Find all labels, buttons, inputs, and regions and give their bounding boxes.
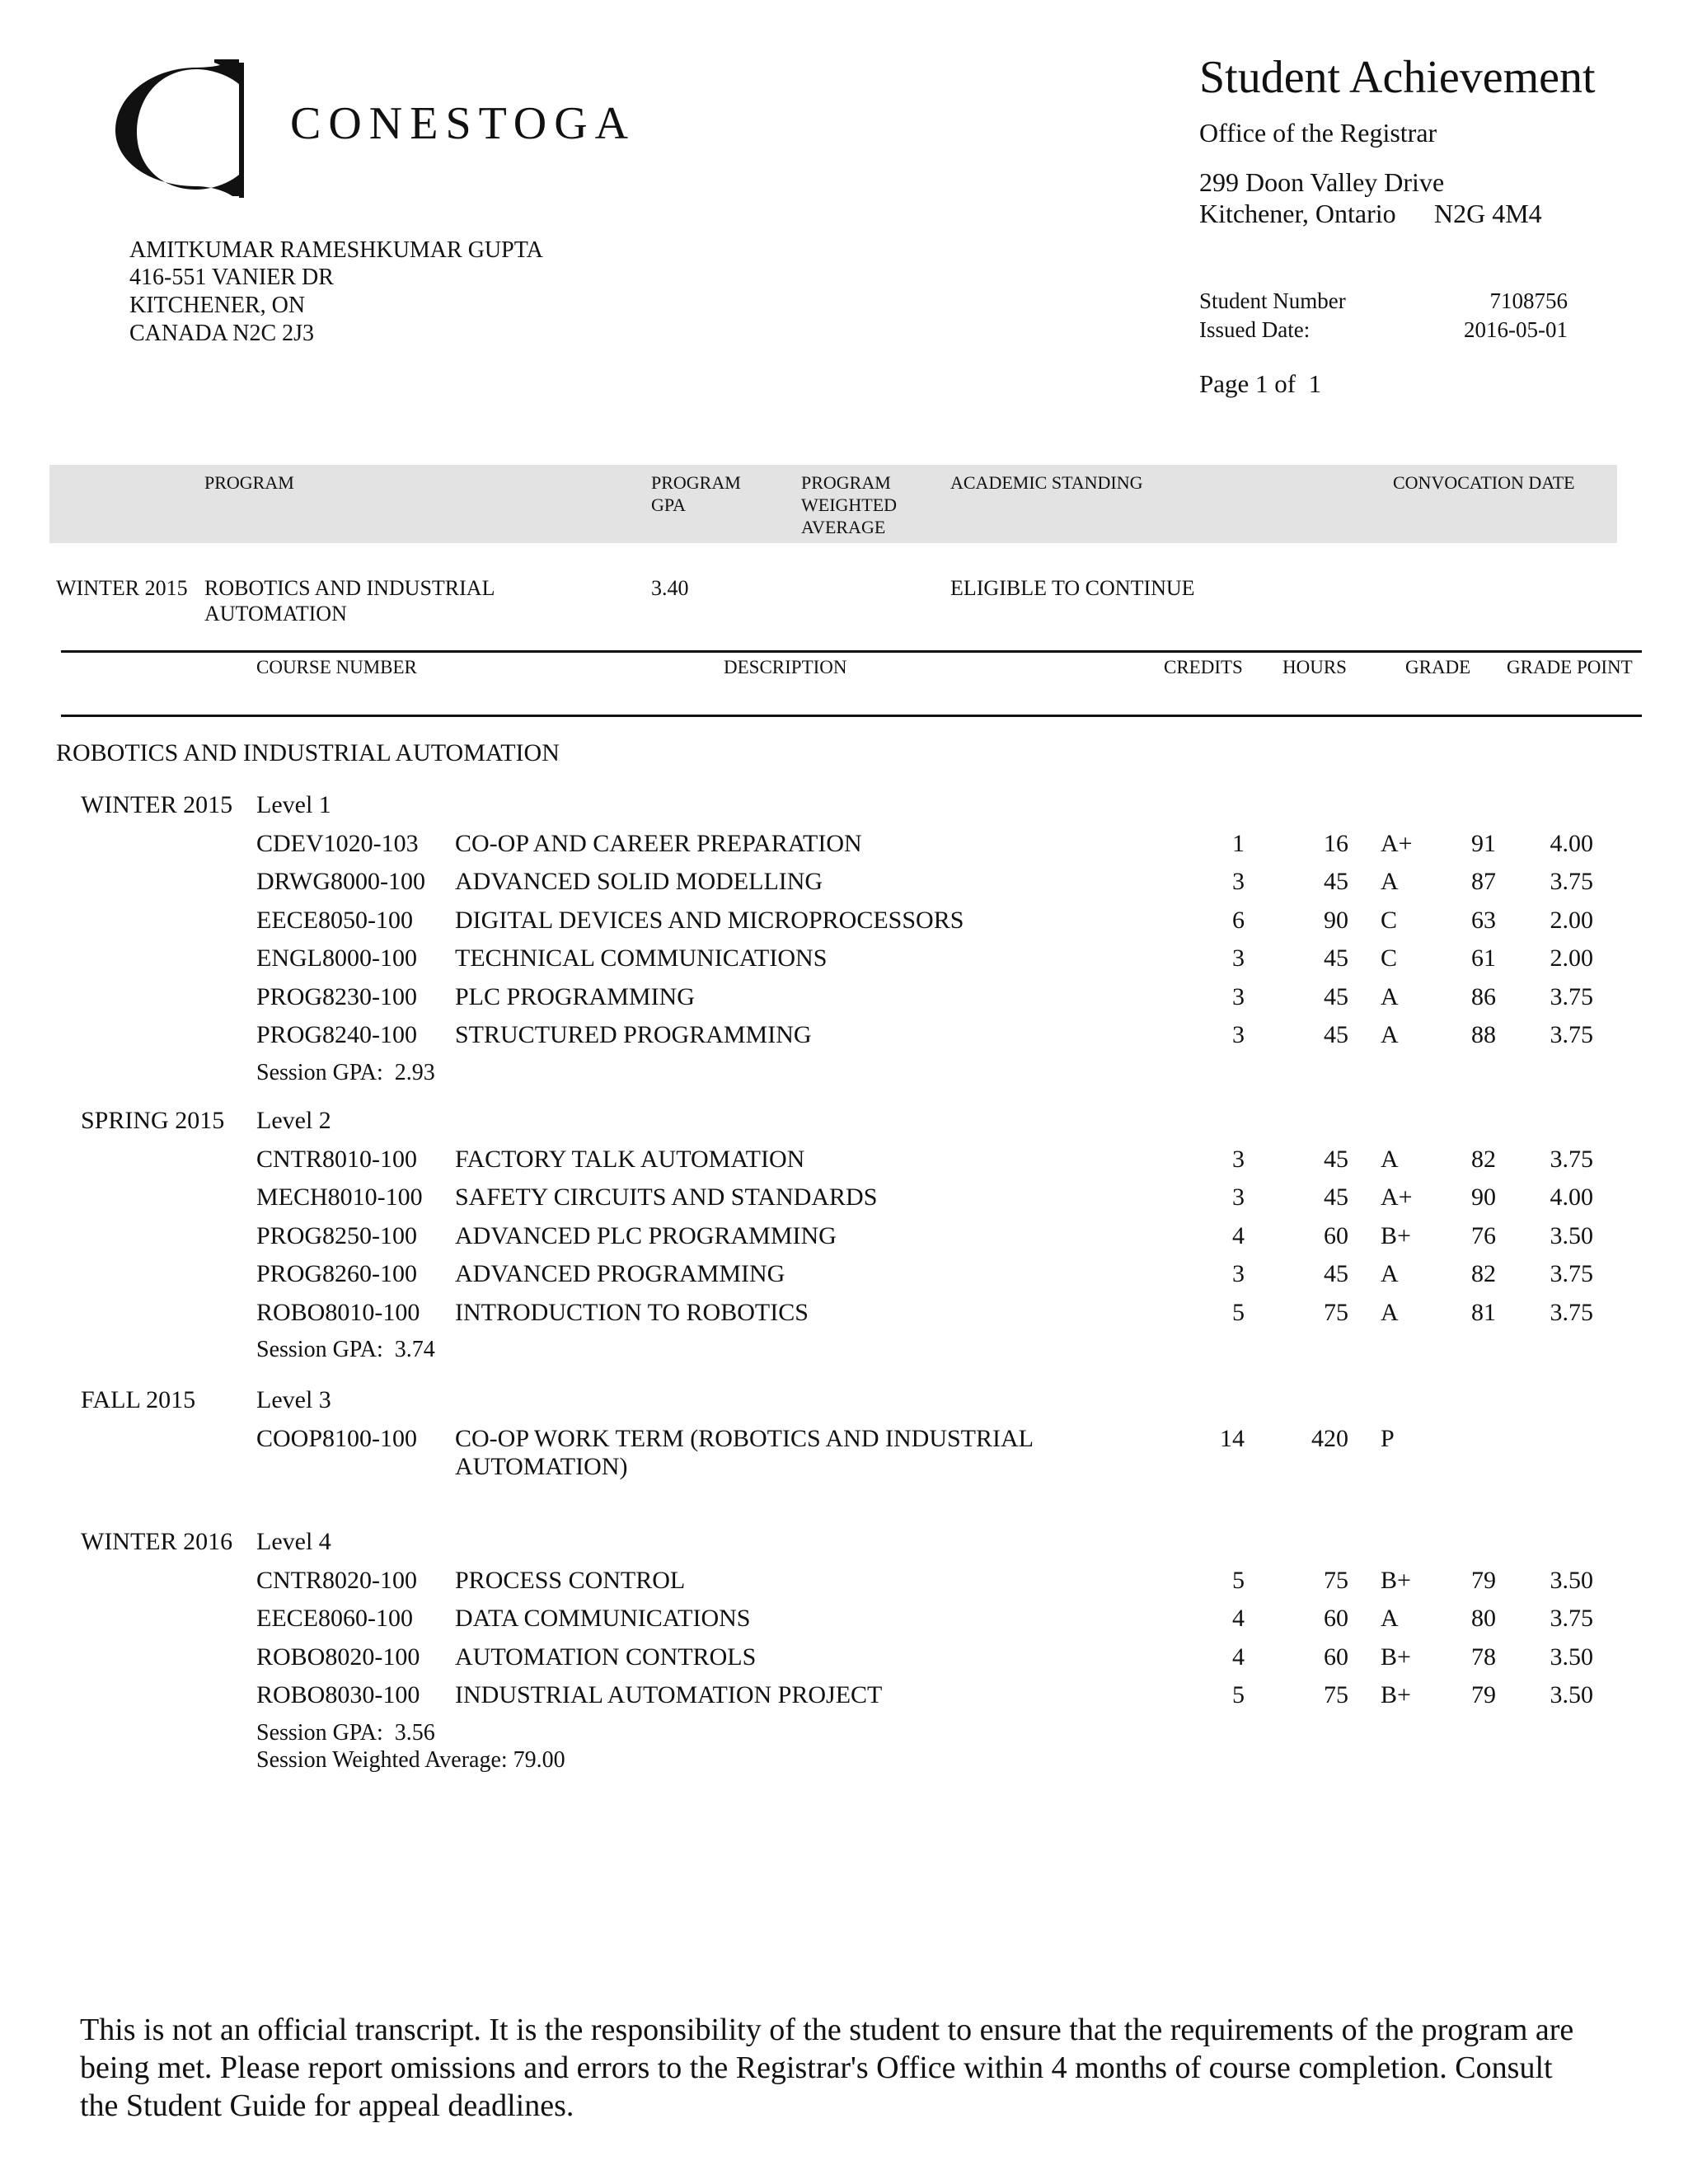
course-percent: 61	[1471, 944, 1496, 972]
course-grade: P	[1381, 1424, 1395, 1452]
office-name: Office of the Registrar	[1199, 118, 1437, 148]
course-code: PROG8260-100	[256, 1260, 418, 1287]
course-grade: B+	[1381, 1643, 1411, 1671]
student-address-line2: KITCHENER, ON	[129, 293, 306, 318]
session-gpa: Session GPA: 3.56	[256, 1719, 435, 1746]
course-description: ADVANCED PROGRAMMING	[455, 1260, 785, 1287]
course-grade-point: 3.75	[1550, 1298, 1593, 1326]
course-hours: 16	[1324, 829, 1348, 857]
program-row-gpa: 3.40	[651, 576, 689, 600]
course-hours: 420	[1311, 1424, 1348, 1452]
student-name: AMITKUMAR RAMESHKUMAR GUPTA	[129, 237, 543, 263]
course-code: ENGL8000-100	[256, 944, 417, 972]
course-grade-point: 4.00	[1550, 829, 1593, 857]
course-description: PLC PROGRAMMING	[455, 982, 695, 1010]
course-grade-point: 3.50	[1550, 1643, 1593, 1671]
course-grade-point: 3.75	[1550, 1260, 1593, 1287]
course-grade: B+	[1381, 1221, 1411, 1249]
student-address-line1: 416-551 VANIER DR	[129, 265, 334, 290]
course-hours: 45	[1324, 868, 1348, 895]
course-hours: 60	[1324, 1605, 1348, 1632]
course-description: ADVANCED PLC PROGRAMMING	[455, 1221, 837, 1249]
disclaimer-text: This is not an official transcript. It is the responsibility of the student to ensure that the requirements of the program are being met. Please report omissions and errors to the Registrar's Office within 4 months of course completion. Consult the Student Guide for appeal deadlines.	[80, 2013, 1574, 2123]
course-hours: 45	[1324, 1145, 1348, 1173]
session-gpa: Session GPA: 2.93	[256, 1059, 435, 1085]
course-description: STRUCTURED PROGRAMMING	[455, 1021, 812, 1048]
course-description: SAFETY CIRCUITS AND STANDARDS	[455, 1183, 878, 1211]
program-weighted-col-head: PROGRAM WEIGHTED AVERAGE	[801, 472, 898, 537]
course-grade: A	[1381, 982, 1399, 1010]
course-hours: 75	[1324, 1298, 1348, 1326]
course-code: CNTR8020-100	[256, 1566, 417, 1594]
course-number-col-head: COURSE NUMBER	[256, 657, 417, 677]
session-level: Level 2	[256, 1107, 331, 1134]
course-code: MECH8010-100	[256, 1183, 423, 1211]
course-code: COOP8100-100	[256, 1424, 418, 1452]
session-level: Level 1	[256, 791, 331, 818]
grade-col-head: GRADE	[1405, 657, 1471, 677]
course-description: ADVANCED SOLID MODELLING	[455, 868, 823, 895]
course-hours: 75	[1324, 1681, 1348, 1708]
course-credits: 5	[1232, 1298, 1245, 1326]
session-term: WINTER 2016	[81, 1528, 233, 1555]
course-grade-point: 3.50	[1550, 1221, 1593, 1249]
course-hours: 60	[1324, 1643, 1348, 1671]
course-description: AUTOMATION CONTROLS	[455, 1643, 757, 1671]
course-credits: 4	[1232, 1605, 1245, 1632]
course-grade-point: 3.75	[1550, 1605, 1593, 1632]
academic-standing-col-head: ACADEMIC STANDING	[950, 472, 1143, 493]
course-percent: 82	[1471, 1145, 1496, 1173]
student-number-label: Student Number	[1199, 288, 1346, 313]
course-hours: 45	[1324, 1021, 1348, 1048]
course-percent: 90	[1471, 1183, 1496, 1211]
document-title: Student Achievement	[1199, 52, 1596, 103]
course-code: CDEV1020-103	[256, 829, 419, 857]
program-row-name-line2: AUTOMATION	[204, 602, 347, 626]
course-code: ROBO8010-100	[256, 1298, 420, 1326]
course-code: PROG8230-100	[256, 982, 418, 1010]
grade-point-col-head: GRADE POINT	[1507, 657, 1633, 677]
course-percent: 76	[1471, 1221, 1496, 1249]
issued-date: 2016-05-01	[1464, 317, 1568, 342]
course-description: CO-OP AND CAREER PREPARATION	[455, 829, 862, 857]
course-description-line2: AUTOMATION)	[455, 1452, 628, 1480]
course-code: DRWG8000-100	[256, 868, 425, 895]
course-grade: A	[1381, 1298, 1399, 1326]
course-percent: 82	[1471, 1260, 1496, 1287]
course-code: ROBO8030-100	[256, 1681, 420, 1708]
course-grade: A	[1381, 1260, 1399, 1287]
course-grade: B+	[1381, 1681, 1411, 1708]
issued-date-label: Issued Date:	[1199, 317, 1311, 342]
course-grade: A	[1381, 1605, 1399, 1632]
course-grade: C	[1381, 906, 1398, 934]
course-grade: A+	[1381, 829, 1413, 857]
course-grade: C	[1381, 944, 1398, 972]
program-col-head: PROGRAM	[204, 472, 294, 493]
course-grade: A+	[1381, 1183, 1413, 1211]
course-code: ROBO8020-100	[256, 1643, 420, 1671]
course-credits: 3	[1232, 1021, 1245, 1048]
course-grade: A	[1381, 1021, 1399, 1048]
course-description: INTRODUCTION TO ROBOTICS	[455, 1298, 809, 1326]
course-code: PROG8240-100	[256, 1021, 418, 1048]
course-percent: 63	[1471, 906, 1496, 934]
course-description: DIGITAL DEVICES AND MICROPROCESSORS	[455, 906, 964, 934]
course-percent: 91	[1471, 829, 1496, 857]
course-credits: 3	[1232, 1260, 1245, 1287]
course-description: CO-OP WORK TERM (ROBOTICS AND INDUSTRIAL	[455, 1424, 1034, 1452]
course-description: DATA COMMUNICATIONS	[455, 1605, 751, 1632]
course-description: TECHNICAL COMMUNICATIONS	[455, 944, 828, 972]
student-number: 7108756	[1489, 288, 1568, 313]
course-code: EECE8060-100	[256, 1605, 413, 1632]
course-hours: 45	[1324, 1260, 1348, 1287]
course-grade-point: 3.75	[1550, 868, 1593, 895]
description-col-head: DESCRIPTION	[724, 657, 847, 677]
program-row-standing: ELIGIBLE TO CONTINUE	[950, 576, 1195, 600]
session-term: FALL 2015	[81, 1386, 196, 1413]
course-percent: 88	[1471, 1021, 1496, 1048]
course-hours: 45	[1324, 1183, 1348, 1211]
course-hours: 60	[1324, 1221, 1348, 1249]
course-grade-point: 4.00	[1550, 1183, 1593, 1211]
course-credits: 4	[1232, 1221, 1245, 1249]
course-percent: 79	[1471, 1566, 1496, 1594]
course-grade-point: 3.75	[1550, 1021, 1593, 1048]
course-credits: 3	[1232, 944, 1245, 972]
credits-col-head: CREDITS	[1164, 657, 1243, 677]
table-header-bottom-rule	[61, 715, 1642, 717]
session-term: SPRING 2015	[81, 1107, 225, 1134]
course-description: INDUSTRIAL AUTOMATION PROJECT	[455, 1681, 883, 1708]
session-weighted-average: Session Weighted Average: 79.00	[256, 1746, 565, 1773]
office-postal: N2G 4M4	[1434, 199, 1542, 228]
program-row-term: WINTER 2015	[56, 576, 188, 600]
course-credits: 5	[1232, 1566, 1245, 1594]
course-percent: 80	[1471, 1605, 1496, 1632]
course-grade-point: 2.00	[1550, 944, 1593, 972]
course-percent: 79	[1471, 1681, 1496, 1708]
course-percent: 81	[1471, 1298, 1496, 1326]
course-credits: 3	[1232, 1145, 1245, 1173]
course-grade: B+	[1381, 1566, 1411, 1594]
course-percent: 78	[1471, 1643, 1496, 1671]
program-row-name-line1: ROBOTICS AND INDUSTRIAL	[204, 576, 495, 600]
program-gpa-col-head: PROGRAM GPA	[651, 472, 741, 515]
course-grade-point: 3.75	[1550, 1145, 1593, 1173]
course-hours: 75	[1324, 1566, 1348, 1594]
table-top-rule	[61, 650, 1642, 653]
course-hours: 90	[1324, 906, 1348, 934]
session-term: WINTER 2015	[81, 791, 233, 818]
course-credits: 14	[1220, 1424, 1245, 1452]
conestoga-logo-icon	[115, 58, 256, 202]
course-credits: 4	[1232, 1643, 1245, 1671]
course-grade: A	[1381, 1145, 1399, 1173]
course-grade-point: 3.50	[1550, 1681, 1593, 1708]
course-credits: 6	[1232, 906, 1245, 934]
hours-col-head: HOURS	[1282, 657, 1347, 677]
convocation-date-col-head: CONVOCATION DATE	[1393, 472, 1575, 493]
session-level: Level 3	[256, 1386, 331, 1413]
program-name-heading: ROBOTICS AND INDUSTRIAL AUTOMATION	[56, 739, 560, 766]
session-gpa: Session GPA: 3.74	[256, 1337, 435, 1362]
course-percent: 86	[1471, 982, 1496, 1010]
office-street: 299 Doon Valley Drive	[1199, 167, 1445, 197]
course-description: FACTORY TALK AUTOMATION	[455, 1145, 805, 1173]
course-grade: A	[1381, 868, 1399, 895]
course-credits: 5	[1232, 1681, 1245, 1708]
page-indicator: Page 1 of 1	[1199, 369, 1322, 398]
course-credits: 1	[1232, 829, 1245, 857]
course-percent: 87	[1471, 868, 1496, 895]
session-level: Level 4	[256, 1528, 331, 1555]
course-credits: 3	[1232, 982, 1245, 1010]
course-code: PROG8250-100	[256, 1221, 418, 1249]
student-address-line3: CANADA N2C 2J3	[129, 321, 315, 346]
course-hours: 45	[1324, 982, 1348, 1010]
course-credits: 3	[1232, 868, 1245, 895]
course-code: EECE8050-100	[256, 906, 413, 934]
course-grade-point: 3.50	[1550, 1566, 1593, 1594]
course-code: CNTR8010-100	[256, 1145, 417, 1173]
course-credits: 3	[1232, 1183, 1245, 1211]
course-grade-point: 3.75	[1550, 982, 1593, 1010]
office-city: Kitchener, Ontario	[1199, 199, 1396, 228]
course-grade-point: 2.00	[1550, 906, 1593, 934]
course-description: PROCESS CONTROL	[455, 1566, 686, 1594]
course-hours: 45	[1324, 944, 1348, 972]
logo-wordmark: CONESTOGA	[290, 98, 636, 149]
